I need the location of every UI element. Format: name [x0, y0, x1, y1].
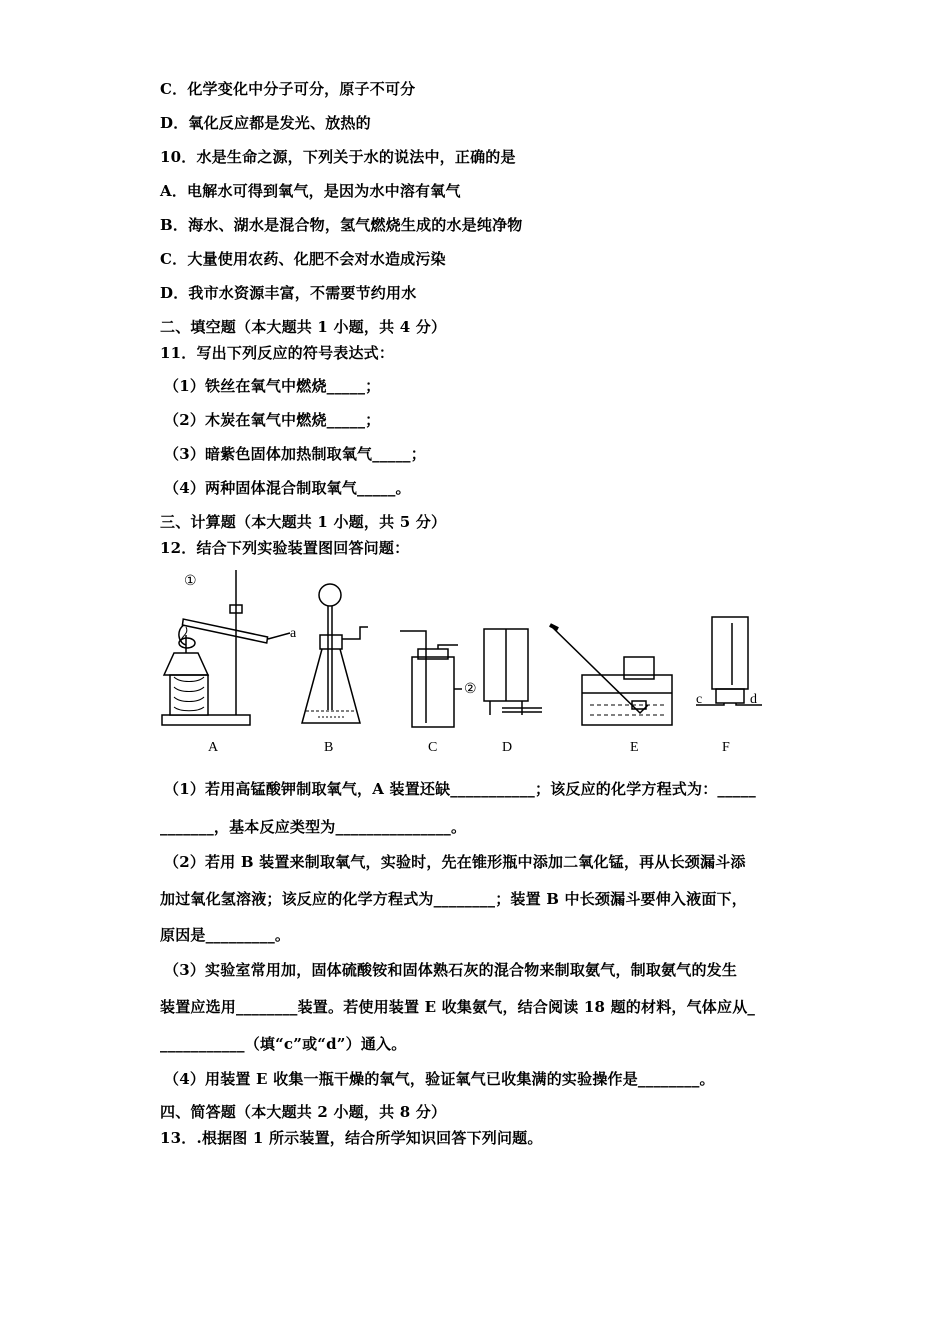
- q12-part-3c: ___________（填“c”或“d”）通入。: [160, 1035, 407, 1053]
- mark-2-label: ②: [464, 682, 477, 697]
- q12-part-3a: （3）实验室常用加，固体硫酸铵和固体熟石灰的混合物来制取氨气，制取氨气的发生: [164, 961, 738, 979]
- section-3-heading: 三、计算题（本大题共 1 小题，共 5 分）: [160, 513, 447, 531]
- section-2-heading: 二、填空题（本大题共 1 小题，共 4 分）: [160, 318, 447, 336]
- label-e: E: [630, 740, 639, 755]
- section-4-heading: 四、简答题（本大题共 2 小题，共 8 分）: [160, 1103, 447, 1121]
- apparatus-e: [550, 625, 672, 725]
- label-b: B: [324, 740, 334, 755]
- q13-stem: 13．.根据图 1 所示装置，结合所学知识回答下列问题。: [160, 1129, 543, 1147]
- apparatus-b: [302, 584, 368, 723]
- q12-part-3b: 装置应选用________装置。若使用装置 E 收集氨气，结合阅读 18 题的材料，气体应从_: [160, 998, 756, 1016]
- q10-option-b: B．海水、湖水是混合物，氢气燃烧生成的水是纯净物: [160, 216, 523, 234]
- q11-stem: 11．写出下列反应的符号表达式：: [160, 344, 395, 362]
- label-a: A: [208, 740, 219, 755]
- q12-part-1a: （1）若用高锰酸钾制取氧气，A 装置还缺___________；该反应的化学方程式为：_____: [164, 780, 756, 798]
- q11-part-4: （4）两种固体混合制取氧气_____。: [164, 479, 411, 497]
- q9-option-c: C．化学变化中分子可分，原子不可分: [160, 80, 416, 98]
- q12-part-2a: （2）若用 B 装置来制取氧气，实验时，先在锥形瓶中添加二氧化锰，再从长颈漏斗添: [164, 853, 746, 871]
- q11-part-3: （3）暗紫色固体加热制取氧气_____；: [164, 445, 426, 463]
- label-f: F: [722, 740, 730, 755]
- q12-part-1b: _______，基本反应类型为_______________。: [160, 818, 467, 836]
- q12-stem: 12．结合下列实验装置图回答问题：: [160, 539, 410, 557]
- q10-option-d: D．我市水资源丰富，不需要节约用水: [160, 284, 417, 302]
- mark-1-label: ①: [184, 574, 197, 589]
- port-a-label: a: [290, 626, 297, 641]
- port-c-label: c: [696, 692, 703, 707]
- label-c: C: [428, 740, 438, 755]
- q12-part-2c: 原因是_________。: [160, 926, 291, 944]
- q10-option-c: C．大量使用农药、化肥不会对水造成污染: [160, 250, 446, 268]
- q11-part-1: （1）铁丝在氧气中燃烧_____；: [164, 377, 381, 395]
- port-d-label: d: [750, 692, 757, 707]
- apparatus-figure: [150, 565, 790, 760]
- q10-stem: 10．水是生命之源，下列关于水的说法中，正确的是: [160, 148, 516, 166]
- apparatus-a: [162, 570, 290, 725]
- q11-part-2: （2）木炭在氧气中燃烧_____；: [164, 411, 381, 429]
- q10-option-a: A．电解水可得到氧气，是因为水中溶有氧气: [160, 182, 461, 200]
- q9-option-d: D．氧化反应都是发光、放热的: [160, 114, 371, 132]
- label-d: D: [502, 740, 513, 755]
- apparatus-diagram: [150, 565, 790, 760]
- q12-part-4: （4）用装置 E 收集一瓶干燥的氧气，验证氧气已收集满的实验操作是________。: [164, 1070, 715, 1088]
- apparatus-c: [400, 631, 462, 727]
- q12-part-2b: 加过氧化氢溶液；该反应的化学方程式为________；装置 B 中长颈漏斗要伸入液面下，: [160, 890, 747, 908]
- apparatus-d: [484, 629, 542, 715]
